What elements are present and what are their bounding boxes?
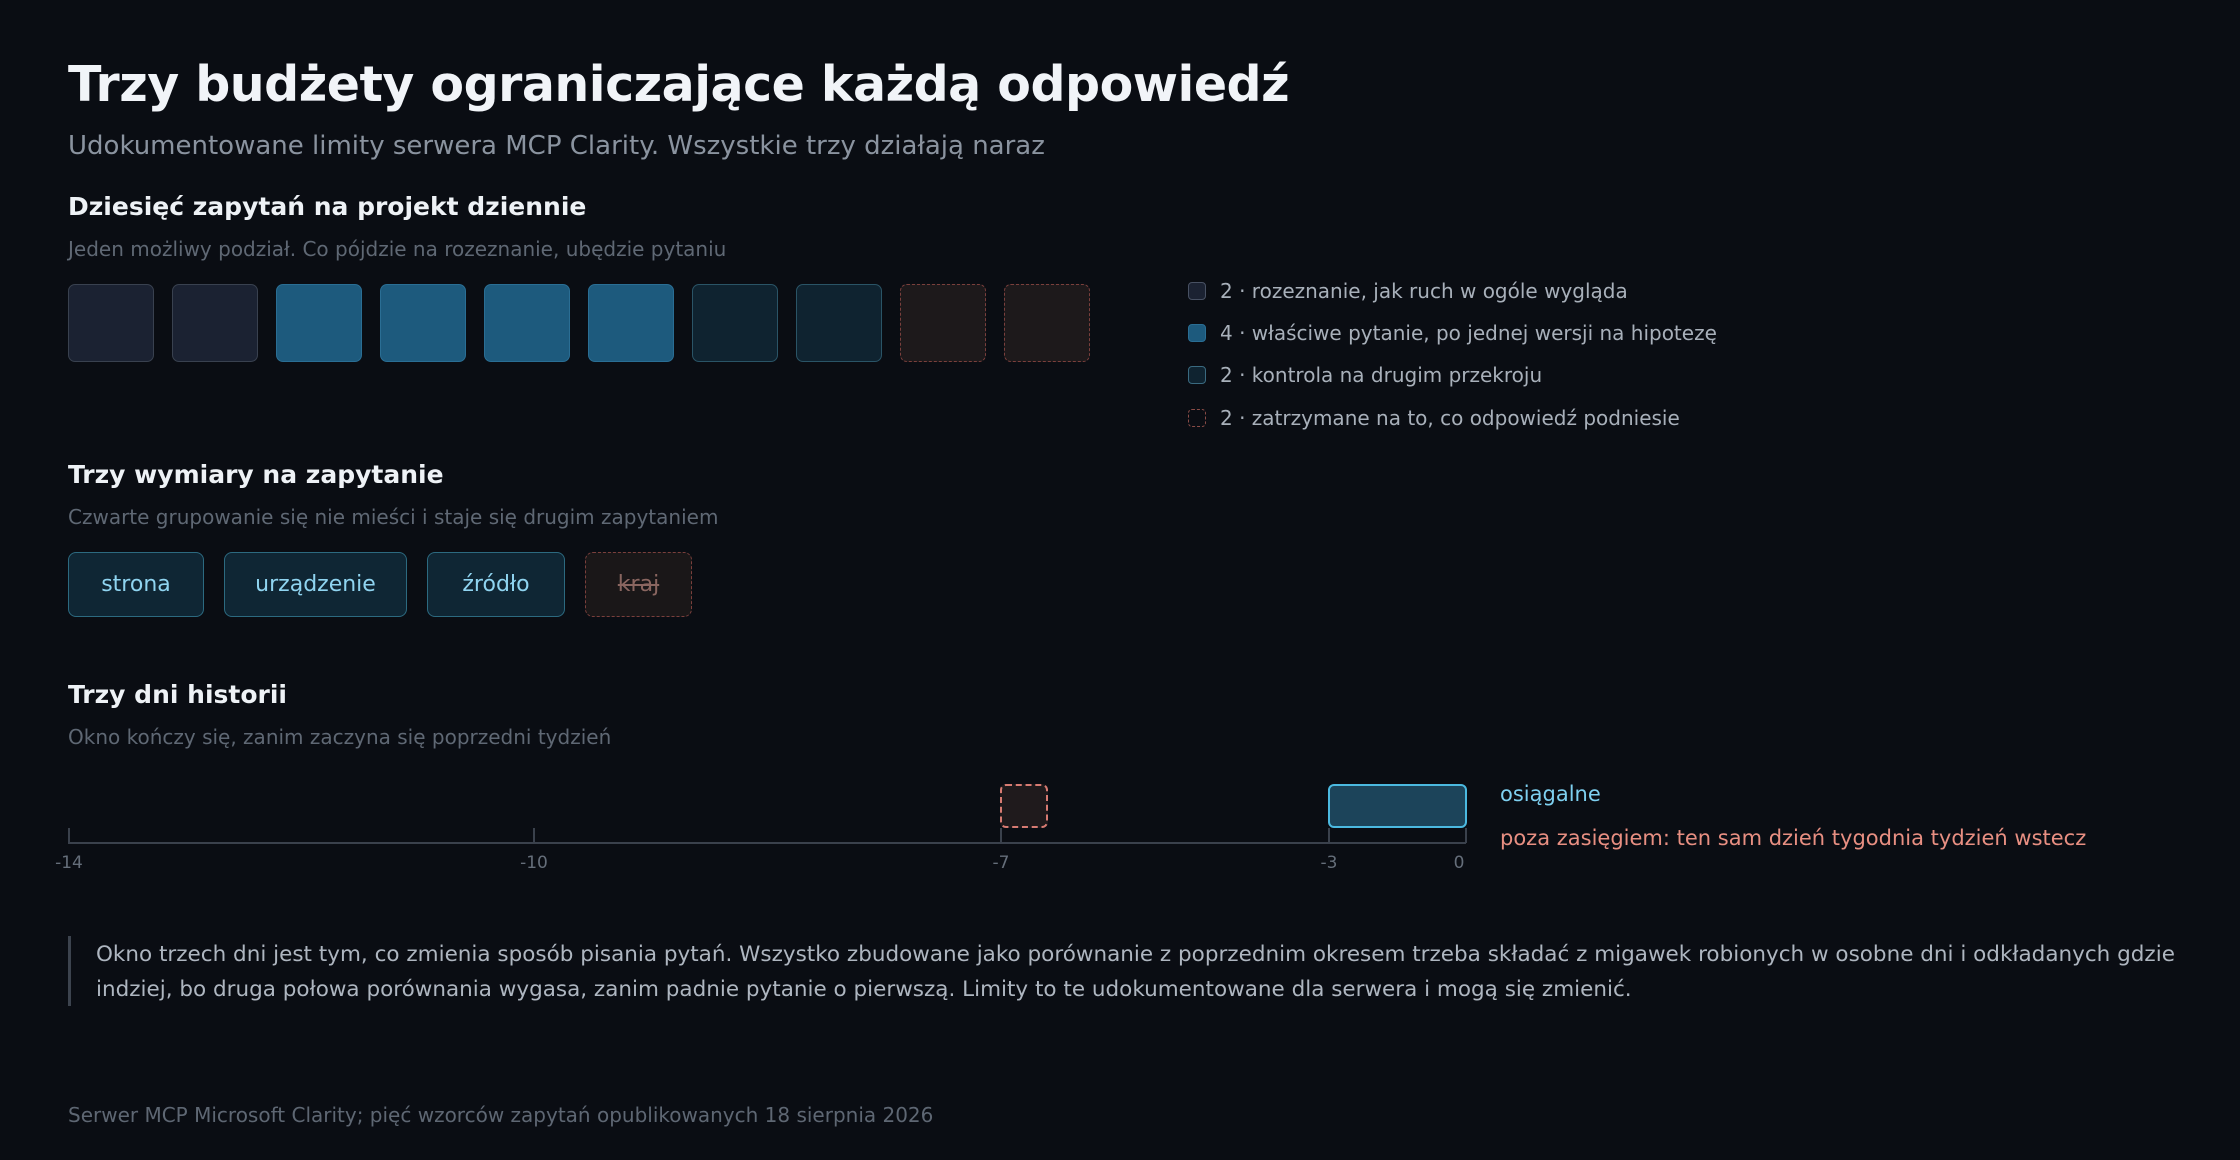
legend-swatch-reserve xyxy=(1188,409,1206,427)
query-slot-reserve xyxy=(900,284,986,362)
out-of-range-day-marker xyxy=(1000,784,1048,828)
reachable-label: osiągalne xyxy=(1500,782,1601,806)
axis-tick xyxy=(1328,828,1330,843)
note-accent-bar xyxy=(68,936,71,1006)
legend-label: 2 · kontrola na drugim przekroju xyxy=(1220,363,1543,387)
note-text: Okno trzech dni jest tym, co zmienia sposób pisania pytań. Wszystko zbudowane jako porównanie z poprzednim okresem trzeba składać z migawek robionych w osobne dni i odkładanych gdzie indziej, bo druga połowa porównania wygasa, zanim padnie pytanie o pierwszą. Limity to te udokumentowane dla serwera i mogą się zmienić. xyxy=(96,942,2175,1002)
dimension-chip-source: źródło xyxy=(427,552,565,617)
query-slot-reserve xyxy=(1004,284,1090,362)
query-slot-recon xyxy=(68,284,154,362)
legend-swatch-recon xyxy=(1188,282,1206,300)
queries-section-caption: Jeden możliwy podział. Co pójdzie na rozeznanie, ubędzie pytaniu xyxy=(68,237,727,261)
dimension-chip-country-excluded: kraj xyxy=(585,552,692,617)
query-slot-control xyxy=(692,284,778,362)
dimensions-section-title: Trzy wymiary na zapytanie xyxy=(68,460,444,489)
page-title: Trzy budżety ograniczające każdą odpowiedź xyxy=(68,56,1290,113)
axis-tick-label: -14 xyxy=(55,853,83,873)
dimension-chip-page: strona xyxy=(68,552,204,617)
axis-tick-label: -7 xyxy=(992,853,1010,873)
dimension-chip-device: urządzenie xyxy=(224,552,407,617)
axis-tick xyxy=(1465,828,1467,843)
axis-tick xyxy=(1000,828,1002,843)
axis-tick-label: 0 xyxy=(1453,853,1465,873)
legend-item-reserve xyxy=(1188,405,1680,431)
legend-label: 2 · rozeznanie, jak ruch w ogóle wygląda xyxy=(1220,279,1628,303)
legend-item-recon xyxy=(1188,278,1628,304)
query-slot-proper xyxy=(588,284,674,362)
legend-swatch-control xyxy=(1188,366,1206,384)
axis-tick xyxy=(68,828,70,843)
legend-item-control xyxy=(1188,362,1542,388)
query-slot-recon xyxy=(172,284,258,362)
legend-label: 4 · właściwe pytanie, po jednej wersji na hipotezę xyxy=(1220,321,1717,345)
history-section-caption: Okno kończy się, zanim zaczyna się poprzedni tydzień xyxy=(68,725,612,749)
footer-source: Serwer MCP Microsoft Clarity; pięć wzorców zapytań opublikowanych 18 sierpnia 2026 xyxy=(68,1103,934,1127)
legend-item-proper xyxy=(1188,320,1717,346)
legend-swatch-proper xyxy=(1188,324,1206,342)
axis-tick xyxy=(533,828,535,843)
dimensions-section-caption: Czwarte grupowanie się nie mieści i staje się drugim zapytaniem xyxy=(68,505,719,529)
query-slot-control xyxy=(796,284,882,362)
axis-tick-label: -3 xyxy=(1320,853,1338,873)
axis-tick-label: -10 xyxy=(520,853,548,873)
out-of-range-label: poza zasięgiem: ten sam dzień tygodnia tydzień wstecz xyxy=(1500,826,2087,850)
query-slot-proper xyxy=(380,284,466,362)
timeline-axis xyxy=(68,842,1466,844)
reachable-window-bar xyxy=(1328,784,1467,828)
queries-section-title: Dziesięć zapytań na projekt dziennie xyxy=(68,192,587,221)
page-subtitle: Udokumentowane limity serwera MCP Clarity. Wszystkie trzy działają naraz xyxy=(68,131,1045,161)
query-slot-proper xyxy=(276,284,362,362)
history-section-title: Trzy dni historii xyxy=(68,680,287,709)
query-slot-proper xyxy=(484,284,570,362)
legend-label: 2 · zatrzymane na to, co odpowiedź podniesie xyxy=(1220,406,1680,430)
